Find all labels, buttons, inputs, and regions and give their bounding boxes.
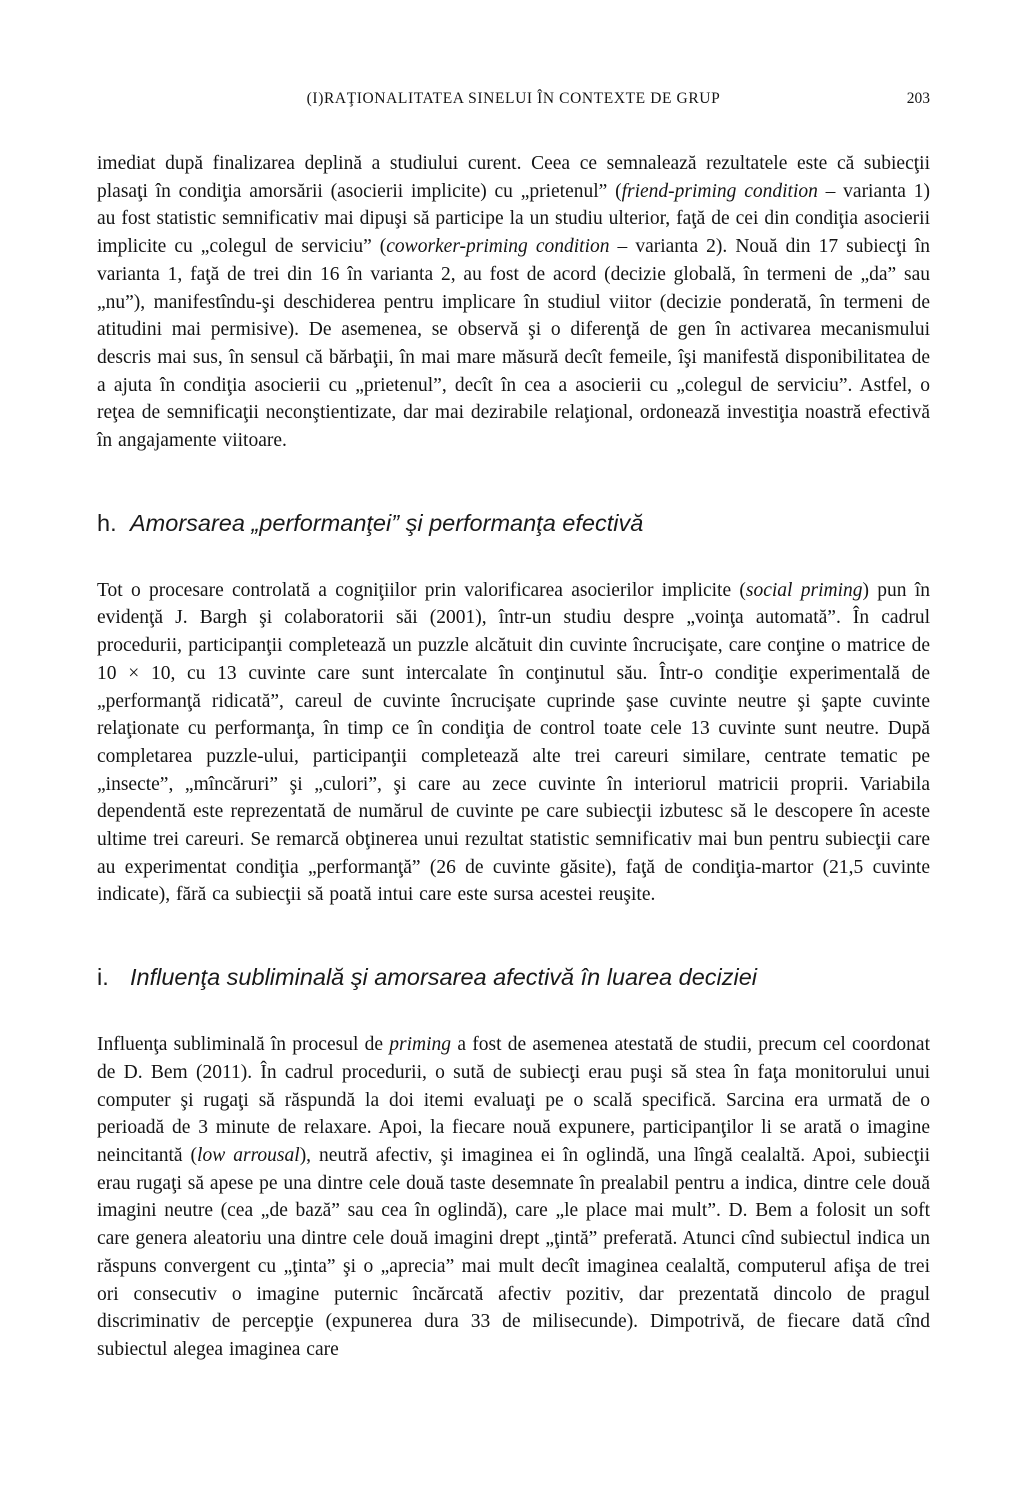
paragraph	[97, 1031, 930, 1363]
paragraph	[97, 150, 930, 455]
heading-label: h.	[97, 509, 117, 536]
heading-label: i.	[97, 964, 109, 991]
page-body	[97, 150, 930, 1364]
heading-text: Influenţa subliminală şi amorsarea afectivă în luarea deciziei	[130, 964, 757, 991]
italic-text: coworker-priming condition	[386, 236, 610, 258]
section-heading	[97, 509, 930, 537]
italic-text: friend-priming condition	[621, 180, 818, 202]
body-text: – varianta 1) au fost statistic semnificativ mai dipuşi să participe la un studiu ulterior, faţă de cei din condiţia asocierii implicite cu „colegul de serviciu” (	[97, 180, 930, 258]
italic-text: priming	[389, 1034, 452, 1056]
paragraph	[97, 577, 930, 909]
body-text: imediat după finalizarea deplină a studiului curent. Ceea ce semnalează rezultatele este că subiecţii plasaţi în condiţia amorsării (asocierii implicite) cu „prietenul” (	[97, 153, 930, 202]
body-text: – varianta 2). Nouă din 17 subiecţi în varianta 1, faţă de trei din 16 în varianta 2, au fost de acord (decizie globală, în termeni de „da” sau „nu”), manifestîndu-şi deschiderea pentru implicare în studiul viitor (decizie ponderată, în termeni de atitudini mai permisive). De asemenea, se observă şi o diferenţă de gen în activarea mecanismului descris mai sus, în sensul că bărbaţii, în mai mare măsură decît femeile, îşi manifestă disponibilitatea de a ajuta în condiţia asocierii cu „prietenul”, decît în cea a asocierii cu „colegul de serviciu”. Astfel, o reţea de semnificaţii neconştientizate, dar mai dezirabile relaţional, ordonează investiţia noastră efectivă în angajamente viitoare.	[97, 236, 930, 452]
body-text: a fost de asemenea atestată de studii, precum cel coordonat de D. Bem (2011). În cadrul procedurii, o sută de subiecţi erau puşi să stea în faţa monitorului unui computer şi rugaţi să răspundă la doi itemi evaluaţi pe o scală specifică. Sarcina era urmată de o perioadă de 3 minute de relaxare. Apoi, la fiecare nouă expunere, participanţilor li se arată o imagine neincitantă (	[97, 1034, 930, 1166]
italic-text: social priming	[745, 579, 863, 601]
italic-text: low arrousal	[197, 1144, 300, 1166]
heading-text: Amorsarea „performanţei” şi performanţa efectivă	[130, 509, 644, 536]
body-text: ) pun în evidenţă J. Bargh şi colaboratorii săi (2001), într-un studiu despre „voinţa automată”. În cadrul procedurii, participanţii completează un puzzle alcătuit din cuvinte încrucişate, care conţine o matrice de 10 × 10, cu 13 cuvinte care sunt intercalate în conţinutul său. Într-o condiţie experimentală de „performanţă ridicată”, careul de cuvinte încrucişate cuprinde şase cuvinte neutre şi şapte cuvinte relaţionate cu performanţa, în timp ce în condiţia de control toate cele 13 cuvinte sunt neutre. După completarea puzzle-ului, participanţii completează alte trei careuri similare, centrate tematic pe „insecte”, „mîncăruri” şi „culori”, şi care au zece cuvinte în interiorul matricii proprii. Variabila dependentă este reprezentată de numărul de cuvinte pe care subiecţii izbutesc să le descopere în aceste ultime trei careuri. Se remarcă obţinerea unui rezultat statistic semnificativ mai bun pentru subiecţii care au experimentat condiţia „performanţă” (26 de cuvinte găsite), faţă de condiţia-martor (21,5 cuvinte indicate), fără ca subiecţii să poată intui care este sursa acestei reuşite.	[97, 579, 930, 906]
running-header-title: (I)RAŢIONALITATEA SINELUI ÎN CONTEXTE DE GRUP	[306, 90, 721, 107]
body-text: Influenţa subliminală în procesul de	[97, 1034, 390, 1056]
running-header	[97, 90, 930, 108]
section-heading	[97, 963, 930, 991]
page-number: 203	[906, 90, 930, 107]
body-text: ), neutră afectiv, şi imaginea ei în oglindă, una lîngă cealaltă. Apoi, subiecţii erau rugaţi să apese pe una dintre cele două taste desemnate în prealabil pentru a indica, dintre cele două imagini neutre (cea „de bază” sau cea în oglindă), care „le place mai mult”. D. Bem a folosit un soft care genera aleatoriu una dintre cele două imagini drept „ţintă” preferată. Atunci cînd subiectul indica un răspuns convergent cu „ţinta” şi o „aprecia” mai mult decît imaginea cealaltă, computerul afişa de trei ori consecutiv o imagine puternic încărcată afectiv pozitiv, dar prezentată dincolo de pragul discriminativ de percepţie (expunerea dura 33 de milisecunde). Dimpotrivă, de fiecare dată cînd subiectul alegea imaginea care	[97, 1144, 930, 1360]
body-text: Tot o procesare controlată a cogniţiilor prin valorificarea asocierilor implicite (	[97, 579, 746, 601]
